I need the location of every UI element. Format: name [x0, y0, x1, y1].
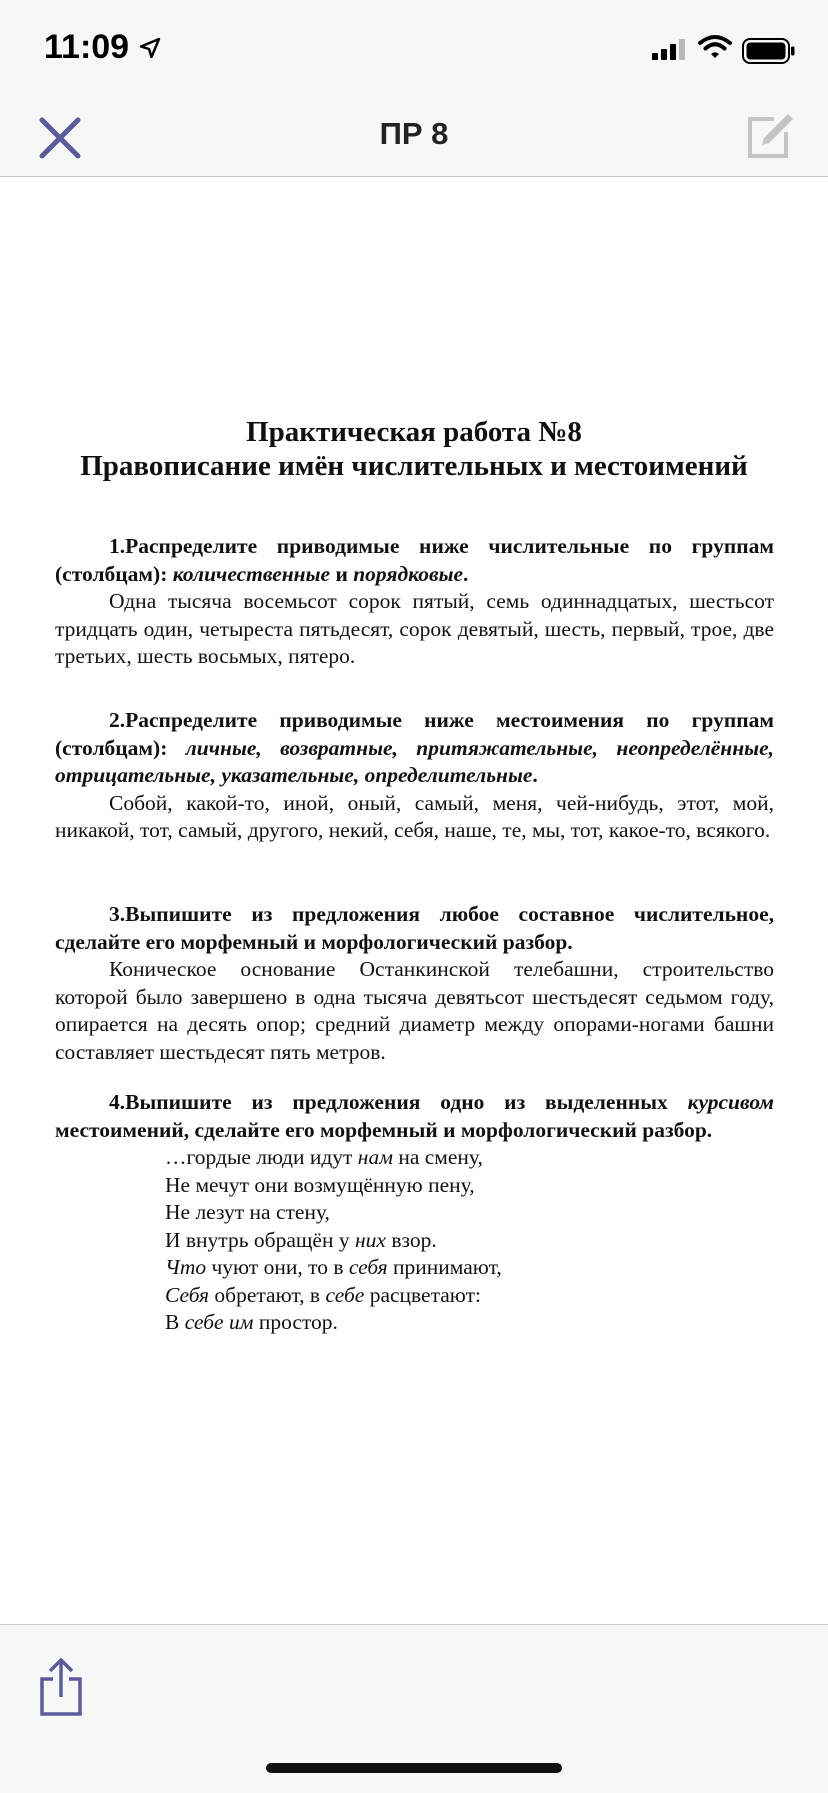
- task-4-question: [55, 1089, 774, 1144]
- poem-line: Не мечут они возмущённую пену,: [165, 1172, 475, 1197]
- document-title: ПР 8: [379, 116, 449, 151]
- poem-text: расцветают:: [364, 1282, 481, 1307]
- battery-icon: [742, 38, 796, 64]
- task-1-and: и: [330, 561, 354, 586]
- poem-italic: Что: [165, 1255, 207, 1279]
- task-4-italic-word: курсивом: [687, 1090, 774, 1114]
- status-bar: [0, 0, 828, 100]
- poem-text: на смену,: [392, 1145, 483, 1169]
- poem-italic: себе им: [184, 1310, 254, 1334]
- poem-text: взор.: [385, 1227, 437, 1252]
- status-time: 11:09: [44, 28, 130, 66]
- task-4-poem: [55, 1144, 774, 1337]
- task-2-categories: личные, возвратные, притяжательные, неопределённые, отрицательные, указательные, определительные: [55, 735, 774, 787]
- task-3-body: Коническое основание Останкинской телебашни, строительство которой было завершено в одна тысяча девятьсот шестьдесят седьмом году, опирается на десять опор; средний диаметр между опорами-ногами башни составляет шестьдесят пять метров.: [55, 957, 774, 1064]
- task-4-question-text-2: местоимений, сделайте его морфемный и морфологический разбор.: [55, 1117, 713, 1142]
- poem-text: принимают,: [387, 1255, 502, 1279]
- task-1-question: [55, 533, 774, 588]
- location-arrow-icon: [138, 36, 162, 60]
- task-2-question-text: 2.Распределите приводимые ниже местоимения по группам (столбцам):: [55, 708, 774, 760]
- poem-line: [165, 1282, 774, 1310]
- poem-italic: себе: [325, 1282, 365, 1307]
- task-1-end: .: [463, 561, 469, 586]
- share-icon: [36, 1657, 86, 1717]
- poem-text: чуют они, то в: [206, 1255, 349, 1279]
- poem-text: обретают, в: [209, 1282, 326, 1307]
- edit-button[interactable]: [744, 108, 796, 160]
- task-1-category-2: порядковые: [353, 561, 464, 586]
- task-1: [55, 533, 774, 671]
- poem-line: Не лезут на стену,: [165, 1200, 330, 1224]
- poem-line: [165, 1144, 774, 1172]
- poem-text: …гордые люди идут: [165, 1145, 358, 1169]
- task-2-end: .: [532, 763, 538, 787]
- poem-italic: себя: [348, 1255, 388, 1279]
- poem-text: простор.: [253, 1310, 338, 1334]
- task-3-question: 3.Выпишите из предложения любое составное числительное, сделайте его морфемный и морфологический разбор.: [55, 902, 774, 954]
- navigation-bar: [0, 100, 828, 177]
- poem-italic: Себя: [165, 1282, 210, 1307]
- cellular-signal-icon: [652, 38, 688, 60]
- title-line-2: Правописание имён числительных и местоимений: [80, 450, 748, 482]
- poem-italic: нам: [357, 1145, 393, 1169]
- poem-italic: них: [354, 1227, 386, 1252]
- wifi-icon: [698, 34, 732, 60]
- task-4-question-text-1: 4.Выпишите из предложения одно из выделенных: [109, 1090, 688, 1114]
- task-2-body: Собой, какой-то, иной, оный, самый, меня, чей-нибудь, этот, мой, никакой, тот, самый, другого, некий, себя, наше, те, мы, тот, какое-то, всякого.: [55, 790, 774, 842]
- document-page: [0, 177, 828, 1624]
- poem-text: И внутрь обращён у: [165, 1227, 355, 1252]
- compose-icon: [744, 108, 796, 160]
- title-line-1: Практическая работа №8: [246, 416, 582, 448]
- page-title: [0, 415, 828, 483]
- poem-text: В: [165, 1310, 185, 1334]
- task-2-question: [55, 707, 774, 790]
- share-button[interactable]: [36, 1657, 86, 1717]
- poem-line: [165, 1227, 774, 1255]
- task-1-body: Одна тысяча восемьсот сорок пятый, семь одиннадцатых, шестьсот тридцать один, четыреста пятьдесят, сорок девятый, шесть, первый, трое, две третьих, шесть восьмых, пятеро.: [55, 589, 774, 668]
- home-indicator[interactable]: [266, 1763, 562, 1773]
- task-1-question-text: 1.Распределите приводимые ниже числительные по группам (столбцам):: [55, 534, 774, 586]
- task-2: [55, 707, 774, 845]
- poem-line: [165, 1254, 774, 1282]
- task-1-category-1: количественные: [172, 561, 331, 586]
- task-3: [55, 901, 774, 1066]
- task-4: [55, 1089, 774, 1337]
- poem-line: [165, 1309, 774, 1337]
